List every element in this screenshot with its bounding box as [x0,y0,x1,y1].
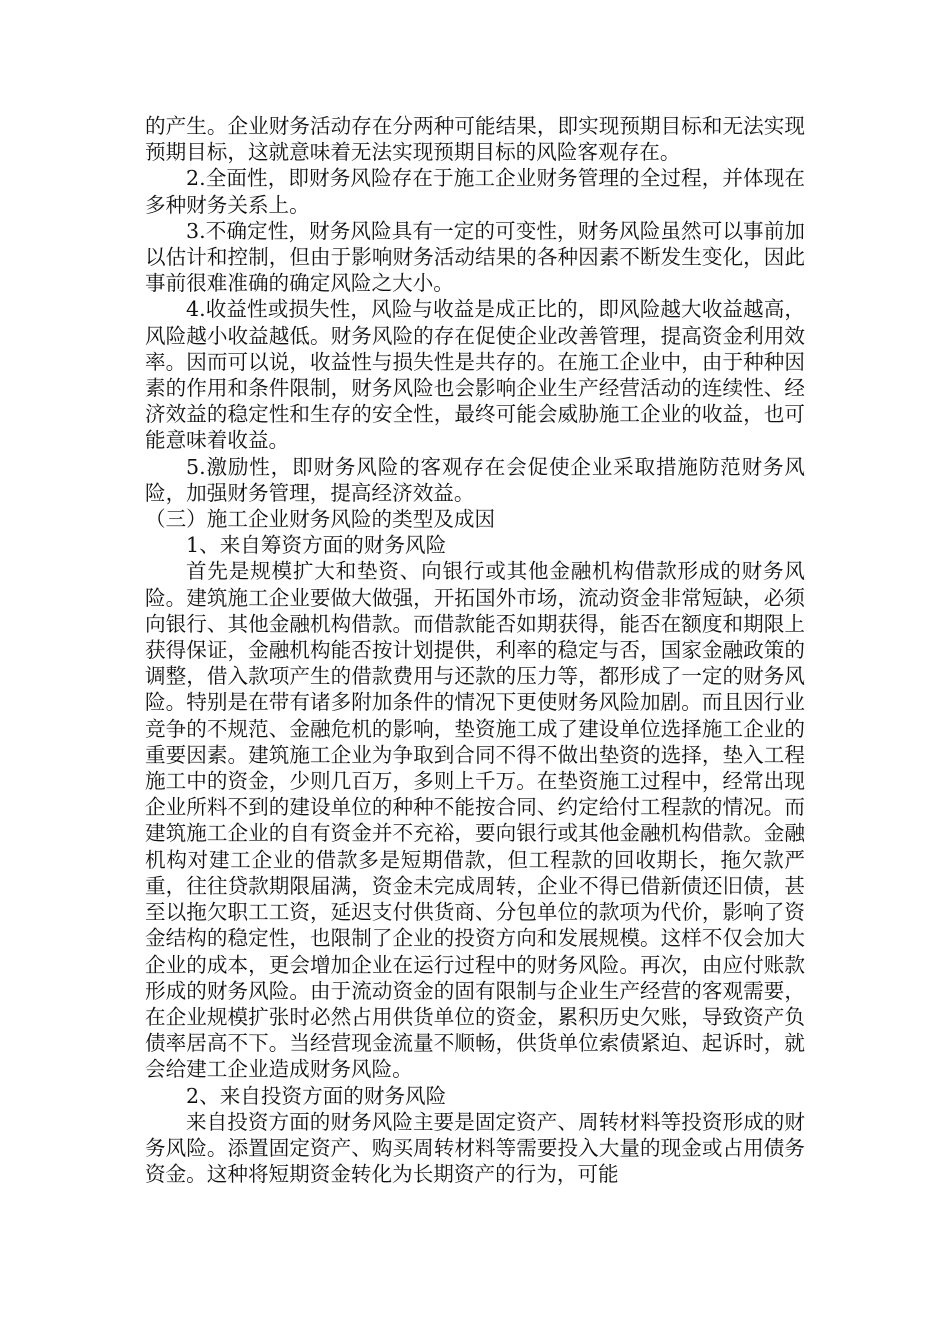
paragraph-profit-loss: 4.收益性或损失性，风险与收益是成正比的，即风险越大收益越高，风险越小收益越低。财务风险的存在促使企业改善管理，提高资金利用效率。因而可以说，收益性与损失性是共存的。在施工企业中，由于种种因素的作用和条件限制，财务风险也会影响企业生产经营活动的连续性、经济效益的稳定性和生存的安全性，最终可能会威胁施工企业的收益，也可能意味着收益。 [145,297,805,453]
paragraph-financing-risk: 首先是规模扩大和垫资、向银行或其他金融机构借款形成的财务风险。建筑施工企业要做大做强，开拓国外市场，流动资金非常短缺，必须向银行、其他金融机构借款。而借款能否如期获得，能否在额度和期限上获得保证，金融机构能否按计划提供，利率的稳定与否，国家金融政策的调整，借入款项产生的借款费用与还款的压力等，都形成了一定的财务风险。特别是在带有诸多附加条件的情况下更使财务风险加剧。而且因行业竞争的不规范、金融危机的影响，垫资施工成了建设单位选择施工企业的重要因素。建筑施工企业为争取到合同不得不做出垫资的选择，垫入工程施工中的资金，少则几百万，多则上千万。在垫资施工过程中，经常出现企业所料不到的建设单位的种种不能按合同、约定给付工程款的情况。而建筑施工企业的自有资金并不充裕，要向银行或其他金融机构借款。金融机构对建工企业的借款多是短期借款，但工程款的回收期长，拖欠款严重，往往贷款期限届满，资金未完成周转，企业不得已借新债还旧债，甚至以拖欠职工工资，延迟支付供货商、分包单位的款项为代价，影响了资金结构的稳定性，也限制了企业的投资方向和发展规模。这样不仅会加大企业的成本，更会增加企业在运行过程中的财务风险。再次，由应付账款形成的财务风险。由于流动资金的固有限制与企业生产经营的客观需要，在企业规模扩张时必然占用供货单位的资金，累积历史欠账，导致资产负债率居高不下。当经营现金流量不顺畅，供货单位索债紧迫、起诉时，就会给建工企业造成财务风险。 [145,559,805,1082]
document-page [145,113,805,1187]
paragraph-comprehensiveness: 2.全面性，即财务风险存在于施工企业财务管理的全过程，并体现在多种财务关系上。 [145,166,805,217]
paragraph-uncertainty: 3.不确定性，财务风险具有一定的可变性，财务风险虽然可以事前加以估计和控制，但由于影响财务活动结果的各种因素不断发生变化，因此事前很难准确的确定风险之大小。 [145,218,805,296]
paragraph-investment-risk: 来自投资方面的财务风险主要是固定资产、周转材料等投资形成的财务风险。添置固定资产、购买周转材料等需要投入大量的现金或占用债务资金。这种将短期资金转化为长期资产的行为，可能 [145,1109,805,1187]
subheading-financing-risk: 1、来自筹资方面的财务风险 [186,533,447,558]
section-heading-risk-types: （三）施工企业财务风险的类型及成因 [145,507,496,532]
paragraph-incentive: 5.激励性，即财务风险的客观存在会促使企业采取措施防范财务风险，加强财务管理，提高经济效益。 [145,454,805,505]
paragraph-intro-continuation: 的产生。企业财务活动存在分两种可能结果，即实现预期目标和无法实现预期目标，这就意味着无法实现预期目标的风险客观存在。 [145,114,805,165]
subheading-investment-risk: 2、来自投资方面的财务风险 [186,1083,447,1108]
